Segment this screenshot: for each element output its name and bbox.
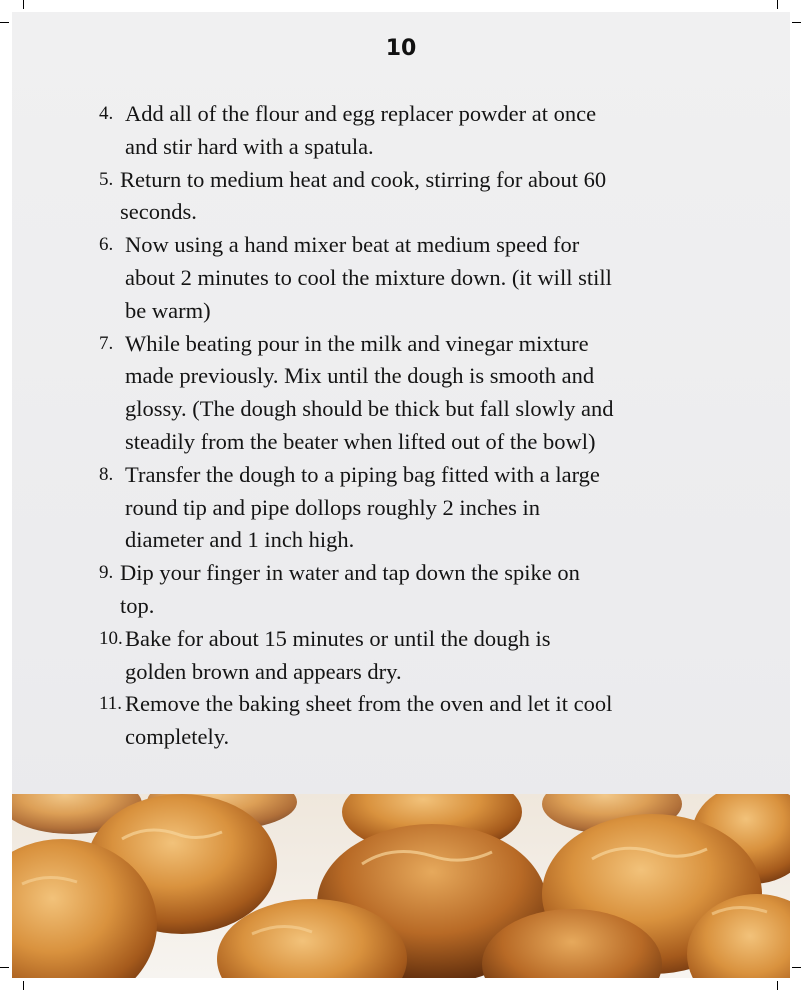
- step-text-line: about 2 minutes to cool the mixture down. (it will still: [125, 264, 612, 290]
- step-text-line: be warm): [125, 297, 211, 323]
- step-number: 7.: [99, 332, 114, 354]
- instruction-step: [99, 328, 719, 459]
- crop-mark-bottom-right: [777, 981, 778, 990]
- step-text-line: While beating pour in the milk and vinegar mixture: [125, 330, 589, 356]
- instruction-step: [99, 229, 719, 327]
- step-text-line: Return to medium heat and cook, stirring for about 60: [120, 166, 607, 192]
- step-text-line: Transfer the dough to a piping bag fitted with a large: [125, 461, 600, 487]
- crop-mark-top-right-h: [792, 22, 801, 23]
- step-number: 5.: [99, 168, 114, 190]
- step-number: 10.: [99, 627, 123, 649]
- crop-mark-top-left-h: [0, 22, 9, 23]
- instruction-step: [99, 459, 719, 557]
- crop-mark-top-left: [23, 0, 24, 9]
- instruction-step: [99, 557, 719, 623]
- step-number: 4.: [99, 103, 114, 124]
- step-text-line: and stir hard with a spatula.: [125, 133, 374, 159]
- step-text-line: glossy. (The dough should be thick but fall slowly and: [125, 396, 614, 422]
- step-text-line: Add all of the flour and egg replacer powder at once: [125, 101, 597, 126]
- instruction-list: [99, 98, 719, 754]
- step-text-line: golden brown and appears dry.: [125, 658, 402, 684]
- step-text-line: steadily from the beater when lifted out of the bowl): [125, 428, 596, 454]
- step-number: 9.: [99, 562, 114, 584]
- step-text-line: made previously. Mix until the dough is smooth and: [125, 363, 595, 389]
- instruction-step: [99, 164, 719, 230]
- crop-mark-bottom-left: [23, 981, 24, 990]
- step-number: 6.: [99, 234, 114, 256]
- step-text-line: Now using a hand mixer beat at medium speed for: [125, 232, 580, 258]
- crop-mark-bottom-right-h: [792, 967, 801, 968]
- crop-mark-top-right: [777, 0, 778, 9]
- step-number: 11.: [99, 693, 123, 715]
- step-text-line: top.: [120, 592, 155, 618]
- step-text-line: completely.: [125, 724, 230, 750]
- step-text-line: Bake for about 15 minutes or until the dough is: [125, 625, 551, 651]
- cream-puffs-image: [12, 794, 790, 978]
- cream-puffs-photo: [12, 794, 790, 978]
- step-text-line: Remove the baking sheet from the oven and let it cool: [125, 691, 613, 717]
- recipe-page: [12, 12, 790, 978]
- page-number: 10: [385, 36, 417, 61]
- step-text-line: diameter and 1 inch high.: [125, 527, 355, 553]
- crop-mark-bottom-left-h: [0, 967, 9, 968]
- step-number: 8.: [99, 463, 114, 485]
- instruction-step: [99, 623, 719, 689]
- instruction-step: [99, 98, 719, 164]
- instruction-step: [99, 688, 719, 754]
- step-text-line: seconds.: [120, 199, 197, 225]
- step-text-line: Dip your finger in water and tap down the spike on: [120, 560, 580, 586]
- step-text-line: round tip and pipe dollops roughly 2 inches in: [125, 494, 540, 520]
